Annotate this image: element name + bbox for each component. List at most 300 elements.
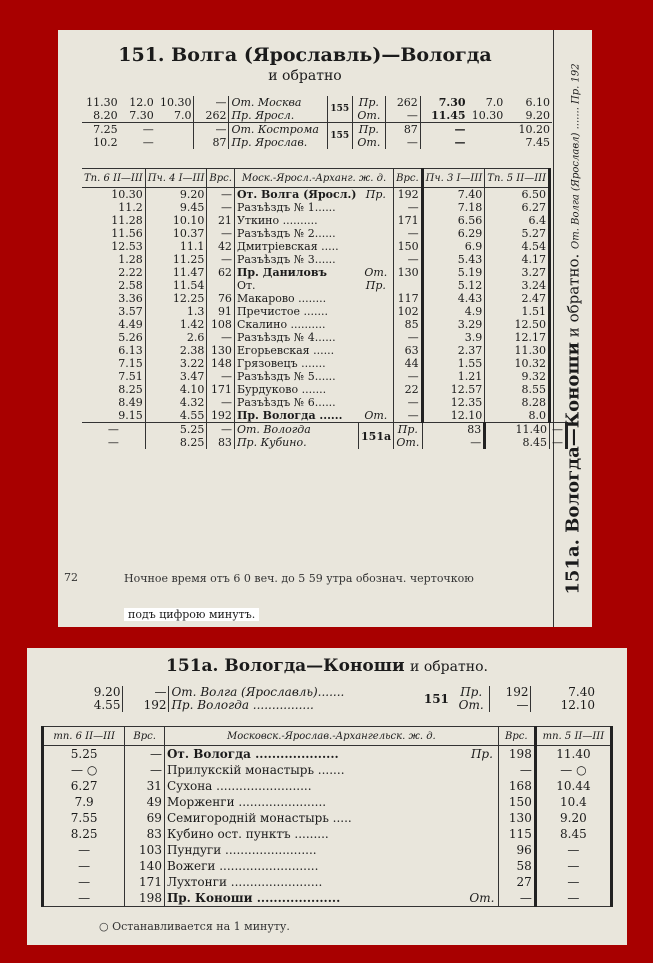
time-cell: 10.30: [156, 96, 194, 109]
station-cell: Пр. Коноши ....................: [164, 890, 466, 907]
station-cell: Разъѣздъ № 6......: [236, 396, 336, 409]
table-row: [82, 266, 567, 279]
time-cell: 9.20: [535, 810, 611, 826]
versts-cell: 192: [489, 686, 531, 699]
time-cell: [468, 123, 506, 137]
subtitle-text: и обратно: [268, 68, 342, 84]
time-cell: 6.50: [485, 188, 550, 202]
station-cell: Лухтонги ........................: [166, 874, 323, 889]
time-cell: 11.40: [535, 746, 611, 763]
time-cell: 6.10: [525, 96, 550, 109]
time-cell: 11.56: [82, 227, 145, 240]
connection-row: [82, 423, 567, 437]
versts-cell: 31: [125, 778, 165, 794]
time-cell: 10.37: [145, 227, 207, 240]
arrival-departure-cell: [466, 842, 498, 858]
versts-cell: 21: [207, 214, 235, 227]
time-cell: —: [142, 136, 154, 149]
arrival-departure-cell: [359, 370, 394, 383]
versts-cell: —: [394, 396, 423, 409]
title-text: 151. Волга (Ярославль)—Вологда: [118, 44, 492, 66]
versts-cell: —: [207, 423, 235, 437]
arrival-departure-cell: От.: [352, 136, 385, 149]
time-cell: 6.13: [82, 344, 145, 357]
time-cell: 10.32: [485, 357, 550, 370]
table-row: [82, 344, 567, 357]
route-code-cell: 155: [327, 123, 352, 150]
timetable-subtitle: [58, 68, 552, 84]
versts-cell: 44: [394, 357, 423, 370]
arrival-departure-cell: От.: [466, 890, 498, 907]
time-cell: 7.25: [82, 123, 120, 137]
time-cell: 9.32: [485, 370, 550, 383]
arrival-departure-cell: [359, 344, 394, 357]
time-cell: 3.57: [82, 305, 145, 318]
versts-cell: 168: [498, 778, 535, 794]
subtitle-text: и обратно.: [410, 659, 488, 675]
timetable-body: [43, 746, 612, 907]
table-row: [82, 227, 567, 240]
arrival-departure-cell: [359, 253, 394, 266]
time-cell: —: [550, 423, 567, 437]
time-cell: [156, 123, 194, 137]
time-cell: 4.49: [82, 318, 145, 331]
time-cell: 6.9: [422, 240, 485, 253]
connection-row: [82, 109, 552, 123]
versts-cell: —: [125, 762, 165, 778]
table-row: [82, 201, 567, 214]
time-cell: 9.20: [145, 188, 207, 202]
timetable-tail: [82, 423, 567, 450]
time-cell: 6.27: [43, 778, 125, 794]
arrival-departure-cell: От.: [394, 436, 423, 449]
station-cell: Грязовецъ .......: [236, 357, 326, 370]
table-row: [43, 794, 612, 810]
time-cell: 10.44: [535, 778, 611, 794]
versts-cell: 58: [498, 858, 535, 874]
time-cell: 3.29: [422, 318, 485, 331]
station-cell: Макарово ........: [236, 292, 327, 305]
table-row: [43, 826, 612, 842]
col-header-versts-2: Врс.: [394, 169, 423, 188]
time-cell: 7.0: [156, 109, 194, 123]
time-cell: 7.40: [568, 685, 595, 699]
versts-cell: 130: [498, 810, 535, 826]
versts-cell: —: [385, 109, 420, 123]
versts-cell: 117: [394, 292, 423, 305]
table-row: [82, 305, 567, 318]
time-cell: 12.10: [560, 698, 595, 712]
time-cell: 1.21: [422, 370, 485, 383]
time-cell: 2.38: [145, 344, 207, 357]
time-cell: —: [43, 874, 125, 890]
arrival-departure-cell: Пр.: [359, 279, 394, 292]
versts-cell: 108: [207, 318, 235, 331]
time-cell: 11.54: [145, 279, 207, 292]
versts-cell: 171: [394, 214, 423, 227]
time-cell: 2.37: [422, 344, 485, 357]
arrival-departure-cell: [466, 794, 498, 810]
arrival-departure-cell: От.: [352, 109, 385, 123]
col-header-train-6: тп. 6 II—III: [43, 727, 125, 746]
versts-cell: 115: [498, 826, 535, 842]
time-cell: 11.28: [82, 214, 145, 227]
station-cell: Прилукскій монастырь .......: [166, 762, 345, 777]
connection-row: [57, 699, 597, 712]
station-cell: Пр. Вологда ......: [236, 409, 343, 422]
versts-cell: 85: [394, 318, 423, 331]
time-cell: —: [82, 436, 145, 449]
versts-cell: 83: [125, 826, 165, 842]
header-row: [43, 727, 612, 746]
time-cell: 11.30: [485, 344, 550, 357]
title-text: 151а. Вологда—Коноши: [166, 656, 405, 676]
page-number: 72: [64, 571, 78, 584]
col-header-train-4: Пч. 4 I—III: [145, 169, 207, 188]
versts-cell: —: [194, 123, 229, 137]
arrival-departure-cell: Пр.: [454, 686, 489, 699]
time-cell: —: [120, 123, 156, 137]
connection-table: [57, 686, 597, 712]
versts-cell: —: [207, 370, 235, 383]
arrival-departure-cell: От.: [454, 699, 489, 712]
night-time-note-cont: подъ цифрою минутъ.: [124, 608, 259, 621]
time-cell: —: [82, 423, 145, 437]
time-cell: 9.15: [82, 409, 145, 423]
col-header-versts-2: Врс.: [498, 727, 535, 746]
station-cell: От. Кострома: [229, 123, 327, 137]
arrival-departure-cell: [359, 396, 394, 409]
time-cell: 8.20: [93, 109, 118, 122]
connection-row: [82, 136, 552, 149]
station-cell: Пр. Вологда ................: [171, 698, 314, 712]
time-cell: —: [550, 436, 567, 449]
versts-cell: —: [194, 96, 229, 109]
versts-cell: —: [498, 762, 535, 778]
station-cell: От. Вологда: [234, 423, 358, 437]
station-cell: Разъѣздъ № 5......: [236, 370, 336, 383]
night-time-note: Ночное время отъ 6 0 веч. до 5 59 утра обознач. черточкою: [124, 572, 474, 585]
table-row: [43, 810, 612, 826]
time-cell: 11.2: [82, 201, 145, 214]
time-cell: 1.28: [82, 253, 145, 266]
table-row: [43, 778, 612, 794]
time-cell: 6.27: [485, 201, 550, 214]
versts-cell: 192: [123, 699, 169, 712]
time-cell: 4.54: [485, 240, 550, 253]
versts-cell: —: [394, 227, 423, 240]
time-cell: 12.25: [145, 292, 207, 305]
col-header-train-6: Тп. 6 II—III: [82, 169, 145, 188]
station-cell: Пундуги ........................: [166, 842, 317, 857]
time-cell: 5.25: [43, 746, 125, 763]
time-cell: 9.20: [525, 109, 550, 122]
table-row: [82, 279, 567, 292]
arrival-departure-cell: Пр.: [466, 746, 498, 763]
col-header-train-3: Пч. 3 I—III: [422, 169, 485, 188]
versts-cell: 150: [498, 794, 535, 810]
time-cell: 10.30: [82, 188, 145, 202]
versts-cell: 150: [394, 240, 423, 253]
versts-cell: —: [394, 409, 423, 423]
time-cell: [468, 136, 506, 149]
versts-cell: 192: [394, 188, 423, 202]
versts-cell: —: [422, 436, 485, 449]
versts-cell: —: [498, 890, 535, 907]
versts-cell: —: [123, 686, 169, 699]
time-cell: 10.4: [535, 794, 611, 810]
timetable-title: [58, 44, 552, 66]
station-cell: От. Вологда ....................: [166, 746, 339, 761]
time-cell: —: [535, 842, 611, 858]
versts-cell: [207, 279, 235, 292]
time-cell: 12.35: [422, 396, 485, 409]
station-cell: Пречистое .......: [236, 305, 329, 318]
station-cell: Разъѣздъ № 2......: [236, 227, 336, 240]
arrival-departure-cell: [359, 201, 394, 214]
versts-cell: 198: [498, 746, 535, 763]
versts-cell: —: [207, 331, 235, 344]
time-cell: 8.28: [485, 396, 550, 409]
time-cell: —: [454, 136, 466, 149]
versts-cell: 87: [385, 123, 420, 137]
station-cell: Дмитріевская .....: [236, 240, 339, 253]
time-cell: 11.30: [86, 96, 118, 109]
col-header-line: Московск.-Ярослав.-Архангельск. ж. д.: [164, 727, 498, 746]
station-cell: Пр. Даниловъ: [236, 266, 327, 279]
time-cell: 11.47: [145, 266, 207, 279]
versts-cell: 42: [207, 240, 235, 253]
versts-cell: 83: [422, 423, 485, 437]
time-cell: 1.55: [422, 357, 485, 370]
versts-cell: 130: [394, 266, 423, 279]
versts-cell: —: [489, 699, 531, 712]
arrival-departure-cell: Пр.: [359, 188, 394, 202]
time-cell: 7.51: [82, 370, 145, 383]
time-cell: 12.57: [422, 383, 485, 396]
time-cell: 3.24: [485, 279, 550, 292]
side-title-text: 151а. Вологда—Коноши: [562, 341, 584, 595]
versts-cell: 103: [125, 842, 165, 858]
time-cell: 7.9: [43, 794, 125, 810]
versts-cell: 22: [394, 383, 423, 396]
time-cell: 1.42: [145, 318, 207, 331]
table-row: [82, 253, 567, 266]
time-cell: 8.45: [535, 826, 611, 842]
time-cell: 7.15: [82, 357, 145, 370]
col-header-versts: Врс.: [207, 169, 235, 188]
arrival-departure-cell: [359, 292, 394, 305]
time-cell: 12.53: [82, 240, 145, 253]
table-row: [43, 858, 612, 874]
station-cell: Разъѣздъ № 3......: [236, 253, 336, 266]
time-cell: 4.55: [57, 699, 123, 712]
timetable-title: [27, 656, 627, 676]
time-cell: 7.55: [43, 810, 125, 826]
versts-cell: 262: [194, 109, 229, 123]
versts-cell: 49: [125, 794, 165, 810]
time-cell: [156, 136, 194, 149]
table-row: [82, 396, 567, 409]
time-cell: 10.10: [145, 214, 207, 227]
time-cell: —: [43, 842, 125, 858]
time-cell: 5.26: [82, 331, 145, 344]
station-cell: Пр. Яросл.: [231, 109, 295, 122]
timetable-151: [58, 30, 592, 627]
versts-cell: 76: [207, 292, 235, 305]
time-cell: 8.0: [485, 409, 550, 423]
station-cell: Уткино ..........: [236, 214, 318, 227]
table-row: [43, 874, 612, 890]
time-cell: 7.40: [422, 188, 485, 202]
time-cell: 11.25: [145, 253, 207, 266]
table-row: [82, 240, 567, 253]
time-cell: 6.4: [485, 214, 550, 227]
connection-row: [82, 436, 567, 449]
table-row: [82, 331, 567, 344]
versts-cell: —: [207, 253, 235, 266]
versts-cell: —: [207, 201, 235, 214]
versts-cell: 83: [207, 436, 235, 449]
arrival-departure-cell: [359, 305, 394, 318]
time-cell: 12.10: [422, 409, 485, 423]
time-cell: 5.25: [145, 423, 207, 437]
table-row: [43, 842, 612, 858]
table-row: [82, 292, 567, 305]
time-cell: —: [535, 858, 611, 874]
time-cell: 9.20: [57, 686, 123, 699]
time-cell: 4.32: [145, 396, 207, 409]
arrival-departure-cell: [359, 318, 394, 331]
time-cell: 12.50: [485, 318, 550, 331]
time-cell: 8.25: [43, 826, 125, 842]
versts-cell: 62: [207, 266, 235, 279]
time-cell: 12.17: [485, 331, 550, 344]
time-cell: 11.45: [431, 109, 466, 122]
side-small-text: От. Волга (Ярославл) ....... Пр. 192: [570, 62, 582, 249]
time-cell: 8.55: [485, 383, 550, 396]
arrival-departure-cell: Пр.: [394, 423, 423, 437]
time-cell: 6.29: [422, 227, 485, 240]
header-row: [82, 169, 567, 188]
versts-cell: 91: [207, 305, 235, 318]
time-cell: 3.9: [422, 331, 485, 344]
versts-cell: 171: [207, 383, 235, 396]
station-cell: От. Волга (Ярославль).......: [171, 685, 345, 699]
versts-cell: —: [394, 253, 423, 266]
timetable-body: [82, 188, 567, 423]
time-cell: 8.49: [82, 396, 145, 409]
time-cell: 2.58: [82, 279, 145, 292]
arrival-departure-cell: [359, 383, 394, 396]
time-cell: —: [535, 890, 611, 907]
versts-cell: —: [394, 331, 423, 344]
versts-cell: 148: [207, 357, 235, 370]
arrival-departure-cell: [359, 240, 394, 253]
arrival-departure-cell: [466, 810, 498, 826]
versts-cell: 262: [385, 96, 420, 109]
versts-cell: —: [207, 396, 235, 409]
station-cell: От. Волга (Яросл.): [236, 188, 357, 201]
table-row: [82, 188, 567, 202]
versts-cell: 140: [125, 858, 165, 874]
station-cell: Егорьевская ......: [236, 344, 335, 357]
versts-cell: —: [125, 746, 165, 763]
time-cell: 3.27: [485, 266, 550, 279]
time-cell: —: [43, 890, 125, 907]
main-timetable: [82, 168, 568, 449]
time-cell: 10.2: [93, 136, 118, 149]
time-cell: 7.45: [525, 136, 550, 149]
route-code-cell: 155: [327, 96, 352, 123]
arrival-departure-cell: От.: [359, 409, 394, 423]
time-cell: 10.30: [471, 109, 504, 122]
station-cell: Скалино ..........: [236, 318, 326, 331]
time-cell: 3.47: [145, 370, 207, 383]
table-row: [82, 357, 567, 370]
col-header-train-5: Тп. 5 II—III: [485, 169, 550, 188]
station-cell: Вожеги ..........................: [166, 858, 319, 873]
station-cell: От.: [236, 279, 256, 292]
versts-cell: 192: [207, 409, 235, 423]
time-cell: 4.43: [422, 292, 485, 305]
time-cell: 11.1: [145, 240, 207, 253]
stop-note: ○ Останавливается на 1 минуту.: [99, 920, 290, 933]
arrival-departure-cell: Пр.: [352, 123, 385, 137]
versts-cell: 102: [394, 305, 423, 318]
col-header-line: Моск.-Яросл.-Арханг. ж. д.: [234, 169, 393, 188]
arrival-departure-cell: [359, 331, 394, 344]
time-cell: 7.18: [422, 201, 485, 214]
versts-cell: 69: [125, 810, 165, 826]
arrival-departure-cell: [466, 778, 498, 794]
time-cell: 1.51: [485, 305, 550, 318]
timetable-151a: [27, 648, 627, 945]
time-cell: 6.56: [422, 214, 485, 227]
table-row: [43, 746, 612, 763]
arrival-departure-cell: [466, 826, 498, 842]
table-row: [43, 890, 612, 907]
route-code-cell: 151: [423, 691, 449, 706]
versts-cell: 63: [394, 344, 423, 357]
station-cell: От. Москва: [231, 96, 302, 109]
station-cell: Разъѣздъ № 4......: [236, 331, 336, 344]
station-cell: Кубино ост. пунктъ .........: [166, 826, 329, 841]
connection-row: [82, 123, 552, 137]
arrival-departure-cell: [359, 357, 394, 370]
versts-cell: 96: [498, 842, 535, 858]
time-cell: 5.12: [422, 279, 485, 292]
versts-cell: —: [385, 136, 420, 149]
time-cell: 3.22: [145, 357, 207, 370]
route-code-cell: 151а: [359, 423, 394, 450]
versts-cell: [394, 279, 423, 292]
time-cell: 5.43: [422, 253, 485, 266]
time-cell: 2.47: [485, 292, 550, 305]
connection-row: [82, 96, 552, 109]
table-row: [82, 318, 567, 331]
time-cell: —: [420, 123, 467, 137]
versts-cell: —: [207, 227, 235, 240]
time-cell: 4.55: [145, 409, 207, 423]
table-row: [43, 762, 612, 778]
station-cell: Семигородній монастырь .....: [166, 810, 352, 825]
time-cell: 4.10: [145, 383, 207, 396]
versts-cell: 130: [207, 344, 235, 357]
versts-cell: 27: [498, 874, 535, 890]
time-cell: 9.45: [145, 201, 207, 214]
time-cell: 4.9: [422, 305, 485, 318]
